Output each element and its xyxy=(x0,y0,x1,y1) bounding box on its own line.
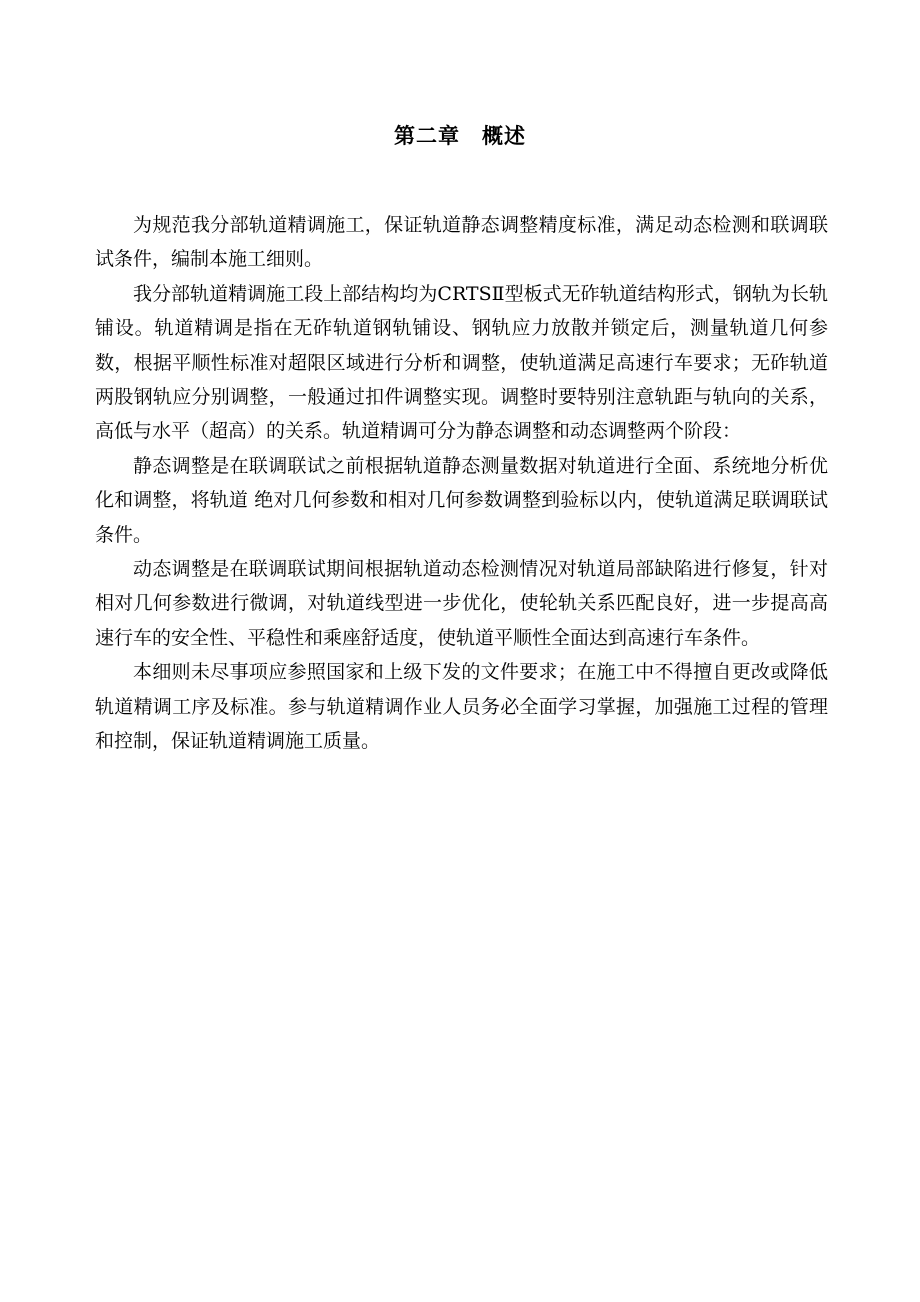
paragraph-requirements: 本细则未尽事项应参照国家和上级下发的文件要求；在施工中不得擅自更改或降低轨道精调工序及标准。参与轨道精调作业人员务必全面学习掌握，加强施工过程的管理和控制，保证轨道精调施工质量。 xyxy=(95,661,828,753)
paragraph-static-adjustment: 静态调整是在联调联试之前根据轨道静态测量数据对轨道进行全面、系统地分析优化和调整，将轨道 绝对几何参数和相对几何参数调整到验标以内，使轨道满足联调联试条件。 xyxy=(95,454,828,546)
chapter-title: 第二章 概述 xyxy=(394,124,526,148)
body-text xyxy=(95,208,828,759)
paragraph-dynamic-adjustment: 动态调整是在联调联试期间根据轨道动态检测情况对轨道局部缺陷进行修复，针对相对几何参数进行微调，对轨道线型进一步优化，使轮轨关系匹配良好，进一步提高高速行车的安全性、平稳性和乘座舒适度，使轨道平顺性全面达到高速行车条件。 xyxy=(95,558,828,649)
paragraph-structure: 我分部轨道精调施工段上部结构均为CRTSⅡ型板式无砟轨道结构形式，钢轨为长轨铺设。轨道精调是指在无砟轨道钢轨铺设、钢轨应力放散并锁定后，测量轨道几何参数，根据平顺性标准对超限区域进行分析和调整，使轨道满足高速行车要求；无砟轨道两股钢轨应分别调整，一般通过扣件调整实现。调整时要特别注意轨距与轨向的关系，高低与水平（超高）的关系。轨道精调可分为静态调整和动态调整两个阶段： xyxy=(95,282,828,443)
paragraph-purpose: 为规范我分部轨道精调施工，保证轨道静态调整精度标准，满足动态检测和联调联试条件，编制本施工细则。 xyxy=(95,214,828,271)
